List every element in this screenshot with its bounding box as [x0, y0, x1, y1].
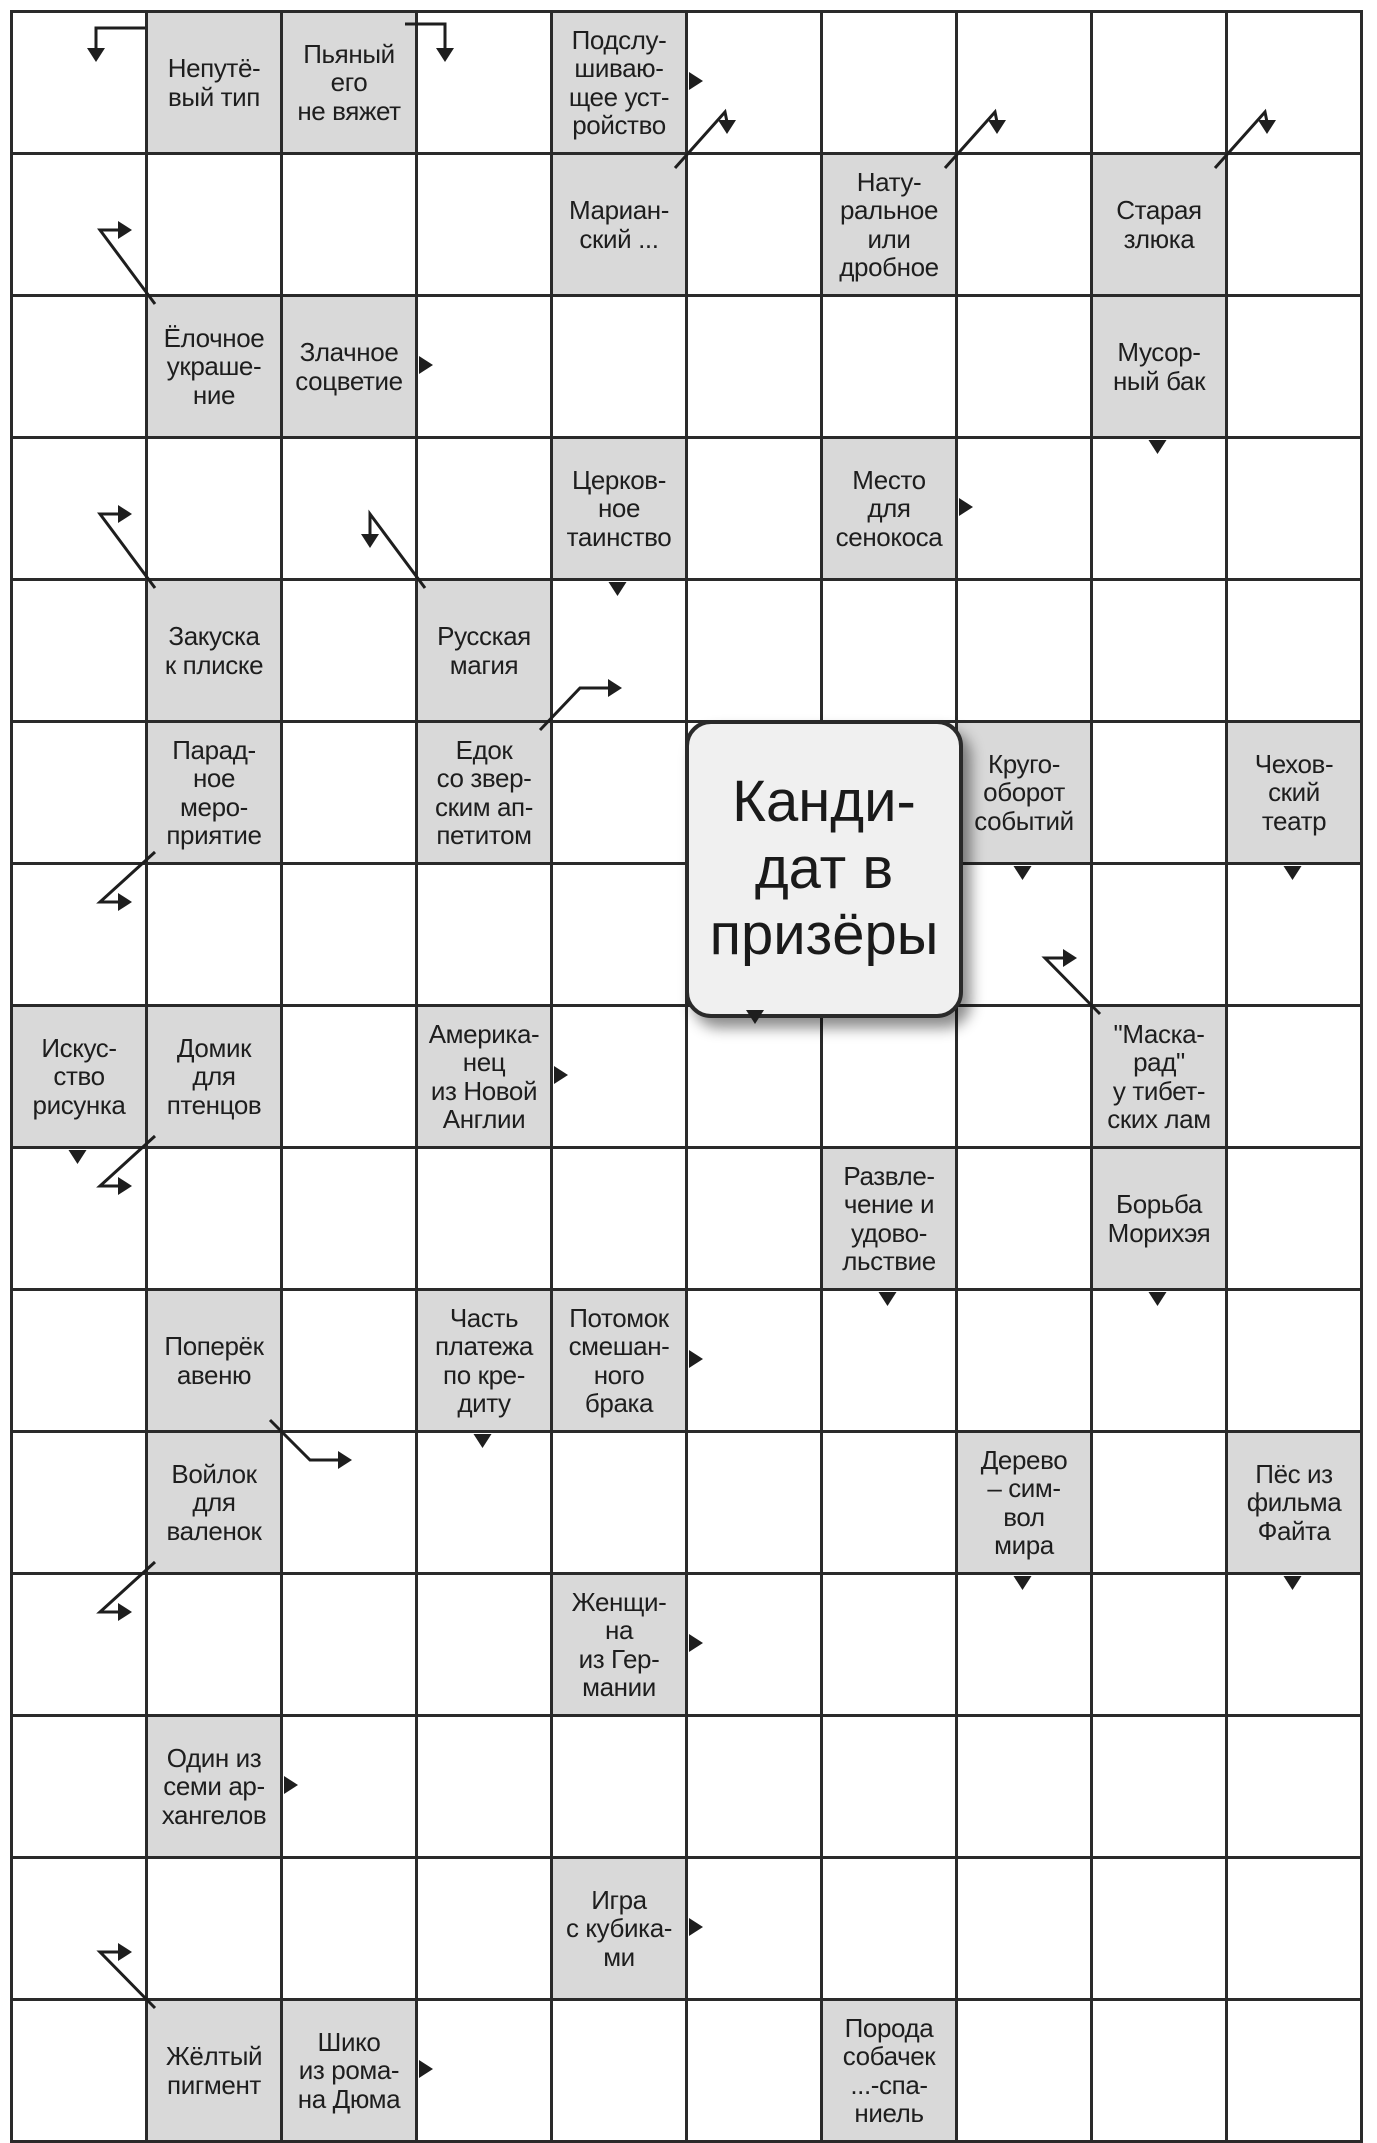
- clue-text: Дерево – сим- вол мира: [980, 1445, 1068, 1560]
- answer-cell[interactable]: [685, 1430, 823, 1575]
- answer-cell[interactable]: [10, 436, 148, 581]
- clue-text: Потомок смешан- ного брака: [568, 1303, 670, 1418]
- answer-cell[interactable]: [415, 10, 553, 155]
- clue-text: Едок со звер- ским ап- петитом: [435, 735, 533, 850]
- answer-cell[interactable]: [955, 1998, 1093, 2143]
- answer-cell[interactable]: [10, 1146, 148, 1291]
- answer-cell[interactable]: [820, 1288, 958, 1433]
- answer-cell[interactable]: [685, 578, 823, 723]
- answer-cell[interactable]: [685, 294, 823, 439]
- answer-cell[interactable]: [820, 578, 958, 723]
- clue-cell: [820, 152, 958, 297]
- clue-cell: [1090, 294, 1228, 439]
- answer-cell[interactable]: [1090, 1998, 1228, 2143]
- answer-cell[interactable]: [685, 152, 823, 297]
- clue-cell: [145, 1430, 283, 1575]
- clue-text: Поперёк авеню: [164, 1331, 264, 1390]
- answer-cell[interactable]: [280, 578, 418, 723]
- answer-cell[interactable]: [415, 1714, 553, 1859]
- clue-text: Старая злюка: [1116, 195, 1202, 254]
- answer-cell[interactable]: [280, 862, 418, 1007]
- answer-cell[interactable]: [10, 294, 148, 439]
- answer-cell[interactable]: [550, 862, 688, 1007]
- answer-cell[interactable]: [10, 1572, 148, 1717]
- answer-cell[interactable]: [1225, 1146, 1363, 1291]
- answer-cell[interactable]: [1225, 1714, 1363, 1859]
- answer-cell[interactable]: [1225, 1572, 1363, 1717]
- clue-cell: [955, 720, 1093, 865]
- answer-cell[interactable]: [550, 294, 688, 439]
- answer-cell[interactable]: [10, 152, 148, 297]
- answer-cell[interactable]: [685, 436, 823, 581]
- clue-text: Круго- оборот событий: [974, 749, 1074, 836]
- clue-cell: [415, 1288, 553, 1433]
- clue-cell: [145, 1998, 283, 2143]
- clue-cell: [145, 720, 283, 865]
- clue-cell: [145, 294, 283, 439]
- answer-cell[interactable]: [1090, 1714, 1228, 1859]
- answer-cell[interactable]: [280, 1430, 418, 1575]
- clue-cell: [550, 1856, 688, 2001]
- clue-text: Шико из рома- на Дюма: [297, 2027, 401, 2114]
- answer-cell[interactable]: [145, 1572, 283, 1717]
- answer-cell[interactable]: [1090, 10, 1228, 155]
- clue-cell: [145, 1004, 283, 1149]
- answer-cell[interactable]: [955, 862, 1093, 1007]
- answer-cell[interactable]: [955, 152, 1093, 297]
- clue-text: Искус- ство рисунка: [32, 1033, 126, 1120]
- answer-cell[interactable]: [10, 862, 148, 1007]
- answer-cell[interactable]: [145, 1146, 283, 1291]
- answer-cell[interactable]: [415, 436, 553, 581]
- clue-text: Развле- чение и удово- льствие: [842, 1161, 936, 1276]
- answer-cell[interactable]: [820, 1572, 958, 1717]
- title-box: [685, 720, 963, 1018]
- answer-cell[interactable]: [685, 1146, 823, 1291]
- clue-text: "Маска- рад" у тибет- ских лам: [1107, 1019, 1211, 1134]
- answer-cell[interactable]: [10, 1714, 148, 1859]
- puzzle-title: Канди- дат в призёры: [709, 768, 939, 968]
- clue-cell: [550, 436, 688, 581]
- answer-cell[interactable]: [955, 1572, 1093, 1717]
- answer-cell[interactable]: [955, 578, 1093, 723]
- answer-cell[interactable]: [10, 1856, 148, 2001]
- clue-text: Церков- ное таинство: [566, 465, 672, 552]
- clue-cell: [145, 1714, 283, 1859]
- answer-cell[interactable]: [280, 152, 418, 297]
- clue-cell: [1090, 1004, 1228, 1149]
- answer-cell[interactable]: [955, 1146, 1093, 1291]
- answer-cell[interactable]: [685, 1004, 823, 1149]
- clue-cell: [10, 1004, 148, 1149]
- clue-text: Место для сенокоса: [835, 465, 943, 552]
- answer-cell[interactable]: [280, 436, 418, 581]
- answer-cell[interactable]: [955, 436, 1093, 581]
- answer-cell[interactable]: [280, 1572, 418, 1717]
- answer-cell[interactable]: [415, 152, 553, 297]
- clue-cell: [1225, 720, 1363, 865]
- answer-cell[interactable]: [550, 1998, 688, 2143]
- clue-text: Чехов- ский театр: [1254, 749, 1334, 836]
- answer-cell[interactable]: [1225, 1856, 1363, 2001]
- answer-cell[interactable]: [685, 1288, 823, 1433]
- answer-cell[interactable]: [685, 1998, 823, 2143]
- clue-text: Мариан- ский ...: [568, 195, 670, 254]
- clue-cell: [415, 720, 553, 865]
- answer-cell[interactable]: [1090, 720, 1228, 865]
- answer-cell[interactable]: [1225, 1004, 1363, 1149]
- answer-cell[interactable]: [1090, 862, 1228, 1007]
- clue-text: Игра с кубика- ми: [565, 1885, 673, 1972]
- clue-cell: [415, 578, 553, 723]
- answer-cell[interactable]: [10, 1430, 148, 1575]
- answer-cell[interactable]: [415, 1856, 553, 2001]
- answer-cell[interactable]: [685, 1572, 823, 1717]
- clue-cell: [1225, 1430, 1363, 1575]
- answer-cell[interactable]: [415, 1998, 553, 2143]
- answer-cell[interactable]: [1090, 578, 1228, 723]
- clue-text: Один из семи ар- хангелов: [161, 1743, 267, 1830]
- clue-cell: [550, 1572, 688, 1717]
- clue-cell: [955, 1430, 1093, 1575]
- answer-cell[interactable]: [1090, 1288, 1228, 1433]
- answer-cell[interactable]: [145, 1856, 283, 2001]
- clue-cell: [145, 10, 283, 155]
- answer-cell[interactable]: [820, 294, 958, 439]
- clue-text: Часть платежа по кре- диту: [435, 1303, 533, 1418]
- clue-cell: [145, 1288, 283, 1433]
- answer-cell[interactable]: [1225, 1998, 1363, 2143]
- answer-cell[interactable]: [550, 720, 688, 865]
- clue-text: Русская магия: [437, 621, 531, 680]
- clue-cell: [550, 1288, 688, 1433]
- answer-cell[interactable]: [550, 1004, 688, 1149]
- clue-cell: [1090, 152, 1228, 297]
- clue-text: Америка- нец из Новой Англии: [428, 1019, 540, 1134]
- answer-cell[interactable]: [10, 578, 148, 723]
- answer-cell[interactable]: [280, 720, 418, 865]
- answer-cell[interactable]: [1090, 1856, 1228, 2001]
- clue-cell: [820, 436, 958, 581]
- clue-cell: [280, 294, 418, 439]
- answer-cell[interactable]: [550, 1430, 688, 1575]
- clue-cell: [550, 10, 688, 155]
- answer-cell[interactable]: [1225, 152, 1363, 297]
- clue-cell: [415, 1004, 553, 1149]
- answer-cell[interactable]: [955, 10, 1093, 155]
- clue-cell: [1090, 1146, 1228, 1291]
- answer-cell[interactable]: [685, 10, 823, 155]
- clue-text: Мусор- ный бак: [1112, 337, 1206, 396]
- answer-cell[interactable]: [1090, 436, 1228, 581]
- answer-cell[interactable]: [955, 1856, 1093, 2001]
- clue-text: Нату- ральное или дробное: [839, 167, 939, 282]
- clue-text: Ёлочное украше- ние: [163, 323, 265, 410]
- answer-cell[interactable]: [10, 1998, 148, 2143]
- answer-cell[interactable]: [955, 1714, 1093, 1859]
- clue-cell: [820, 1146, 958, 1291]
- clue-text: Закуска к плиске: [164, 621, 264, 680]
- answer-cell[interactable]: [415, 1572, 553, 1717]
- answer-cell[interactable]: [550, 1714, 688, 1859]
- answer-cell[interactable]: [550, 578, 688, 723]
- answer-cell[interactable]: [685, 1856, 823, 2001]
- crossword-grid: [10, 10, 1362, 2140]
- answer-cell[interactable]: [1225, 294, 1363, 439]
- answer-cell[interactable]: [685, 1714, 823, 1859]
- answer-cell[interactable]: [145, 152, 283, 297]
- answer-cell[interactable]: [280, 1714, 418, 1859]
- clue-cell: [145, 578, 283, 723]
- answer-cell[interactable]: [145, 862, 283, 1007]
- clue-text: Жёлтый пигмент: [165, 2041, 263, 2100]
- answer-cell[interactable]: [1225, 862, 1363, 1007]
- answer-cell[interactable]: [1225, 578, 1363, 723]
- answer-cell[interactable]: [820, 1430, 958, 1575]
- answer-cell[interactable]: [955, 1288, 1093, 1433]
- clue-text: Войлок для валенок: [166, 1459, 262, 1546]
- answer-cell[interactable]: [10, 10, 148, 155]
- clue-text: Порода собачек ...-спа- ниель: [842, 2013, 936, 2128]
- answer-cell[interactable]: [955, 294, 1093, 439]
- answer-cell[interactable]: [145, 436, 283, 581]
- answer-cell[interactable]: [280, 1146, 418, 1291]
- clue-text: Женщи- на из Гер- мании: [571, 1587, 667, 1702]
- answer-cell[interactable]: [1225, 10, 1363, 155]
- answer-cell[interactable]: [10, 720, 148, 865]
- clue-text: Борьба Морихэя: [1107, 1189, 1211, 1248]
- answer-cell[interactable]: [280, 1004, 418, 1149]
- answer-cell[interactable]: [550, 1146, 688, 1291]
- clue-text: Парад- ное меро- приятие: [166, 735, 262, 850]
- answer-cell[interactable]: [1090, 1430, 1228, 1575]
- answer-cell[interactable]: [1225, 1288, 1363, 1433]
- clue-text: Домик для птенцов: [166, 1033, 262, 1120]
- answer-cell[interactable]: [820, 1004, 958, 1149]
- clue-cell: [280, 1998, 418, 2143]
- answer-cell[interactable]: [415, 294, 553, 439]
- answer-cell[interactable]: [820, 1856, 958, 2001]
- clue-text: Пёс из фильма Файта: [1246, 1459, 1342, 1546]
- answer-cell[interactable]: [955, 1004, 1093, 1149]
- clue-text: Непутё- вый тип: [167, 53, 261, 112]
- clue-cell: [280, 10, 418, 155]
- answer-cell[interactable]: [415, 862, 553, 1007]
- clue-cell: [550, 152, 688, 297]
- answer-cell[interactable]: [415, 1430, 553, 1575]
- answer-cell[interactable]: [820, 10, 958, 155]
- answer-cell[interactable]: [415, 1146, 553, 1291]
- clue-text: Пьяный его не вяжет: [297, 39, 401, 126]
- clue-cell: [820, 1998, 958, 2143]
- clue-text: Подслу- шиваю- щее уст- ройство: [568, 25, 670, 140]
- answer-cell[interactable]: [280, 1288, 418, 1433]
- clue-text: Злачное соцветие: [295, 337, 403, 396]
- answer-cell[interactable]: [280, 1856, 418, 2001]
- answer-cell[interactable]: [820, 1714, 958, 1859]
- answer-cell[interactable]: [10, 1288, 148, 1433]
- answer-cell[interactable]: [1225, 436, 1363, 581]
- answer-cell[interactable]: [1090, 1572, 1228, 1717]
